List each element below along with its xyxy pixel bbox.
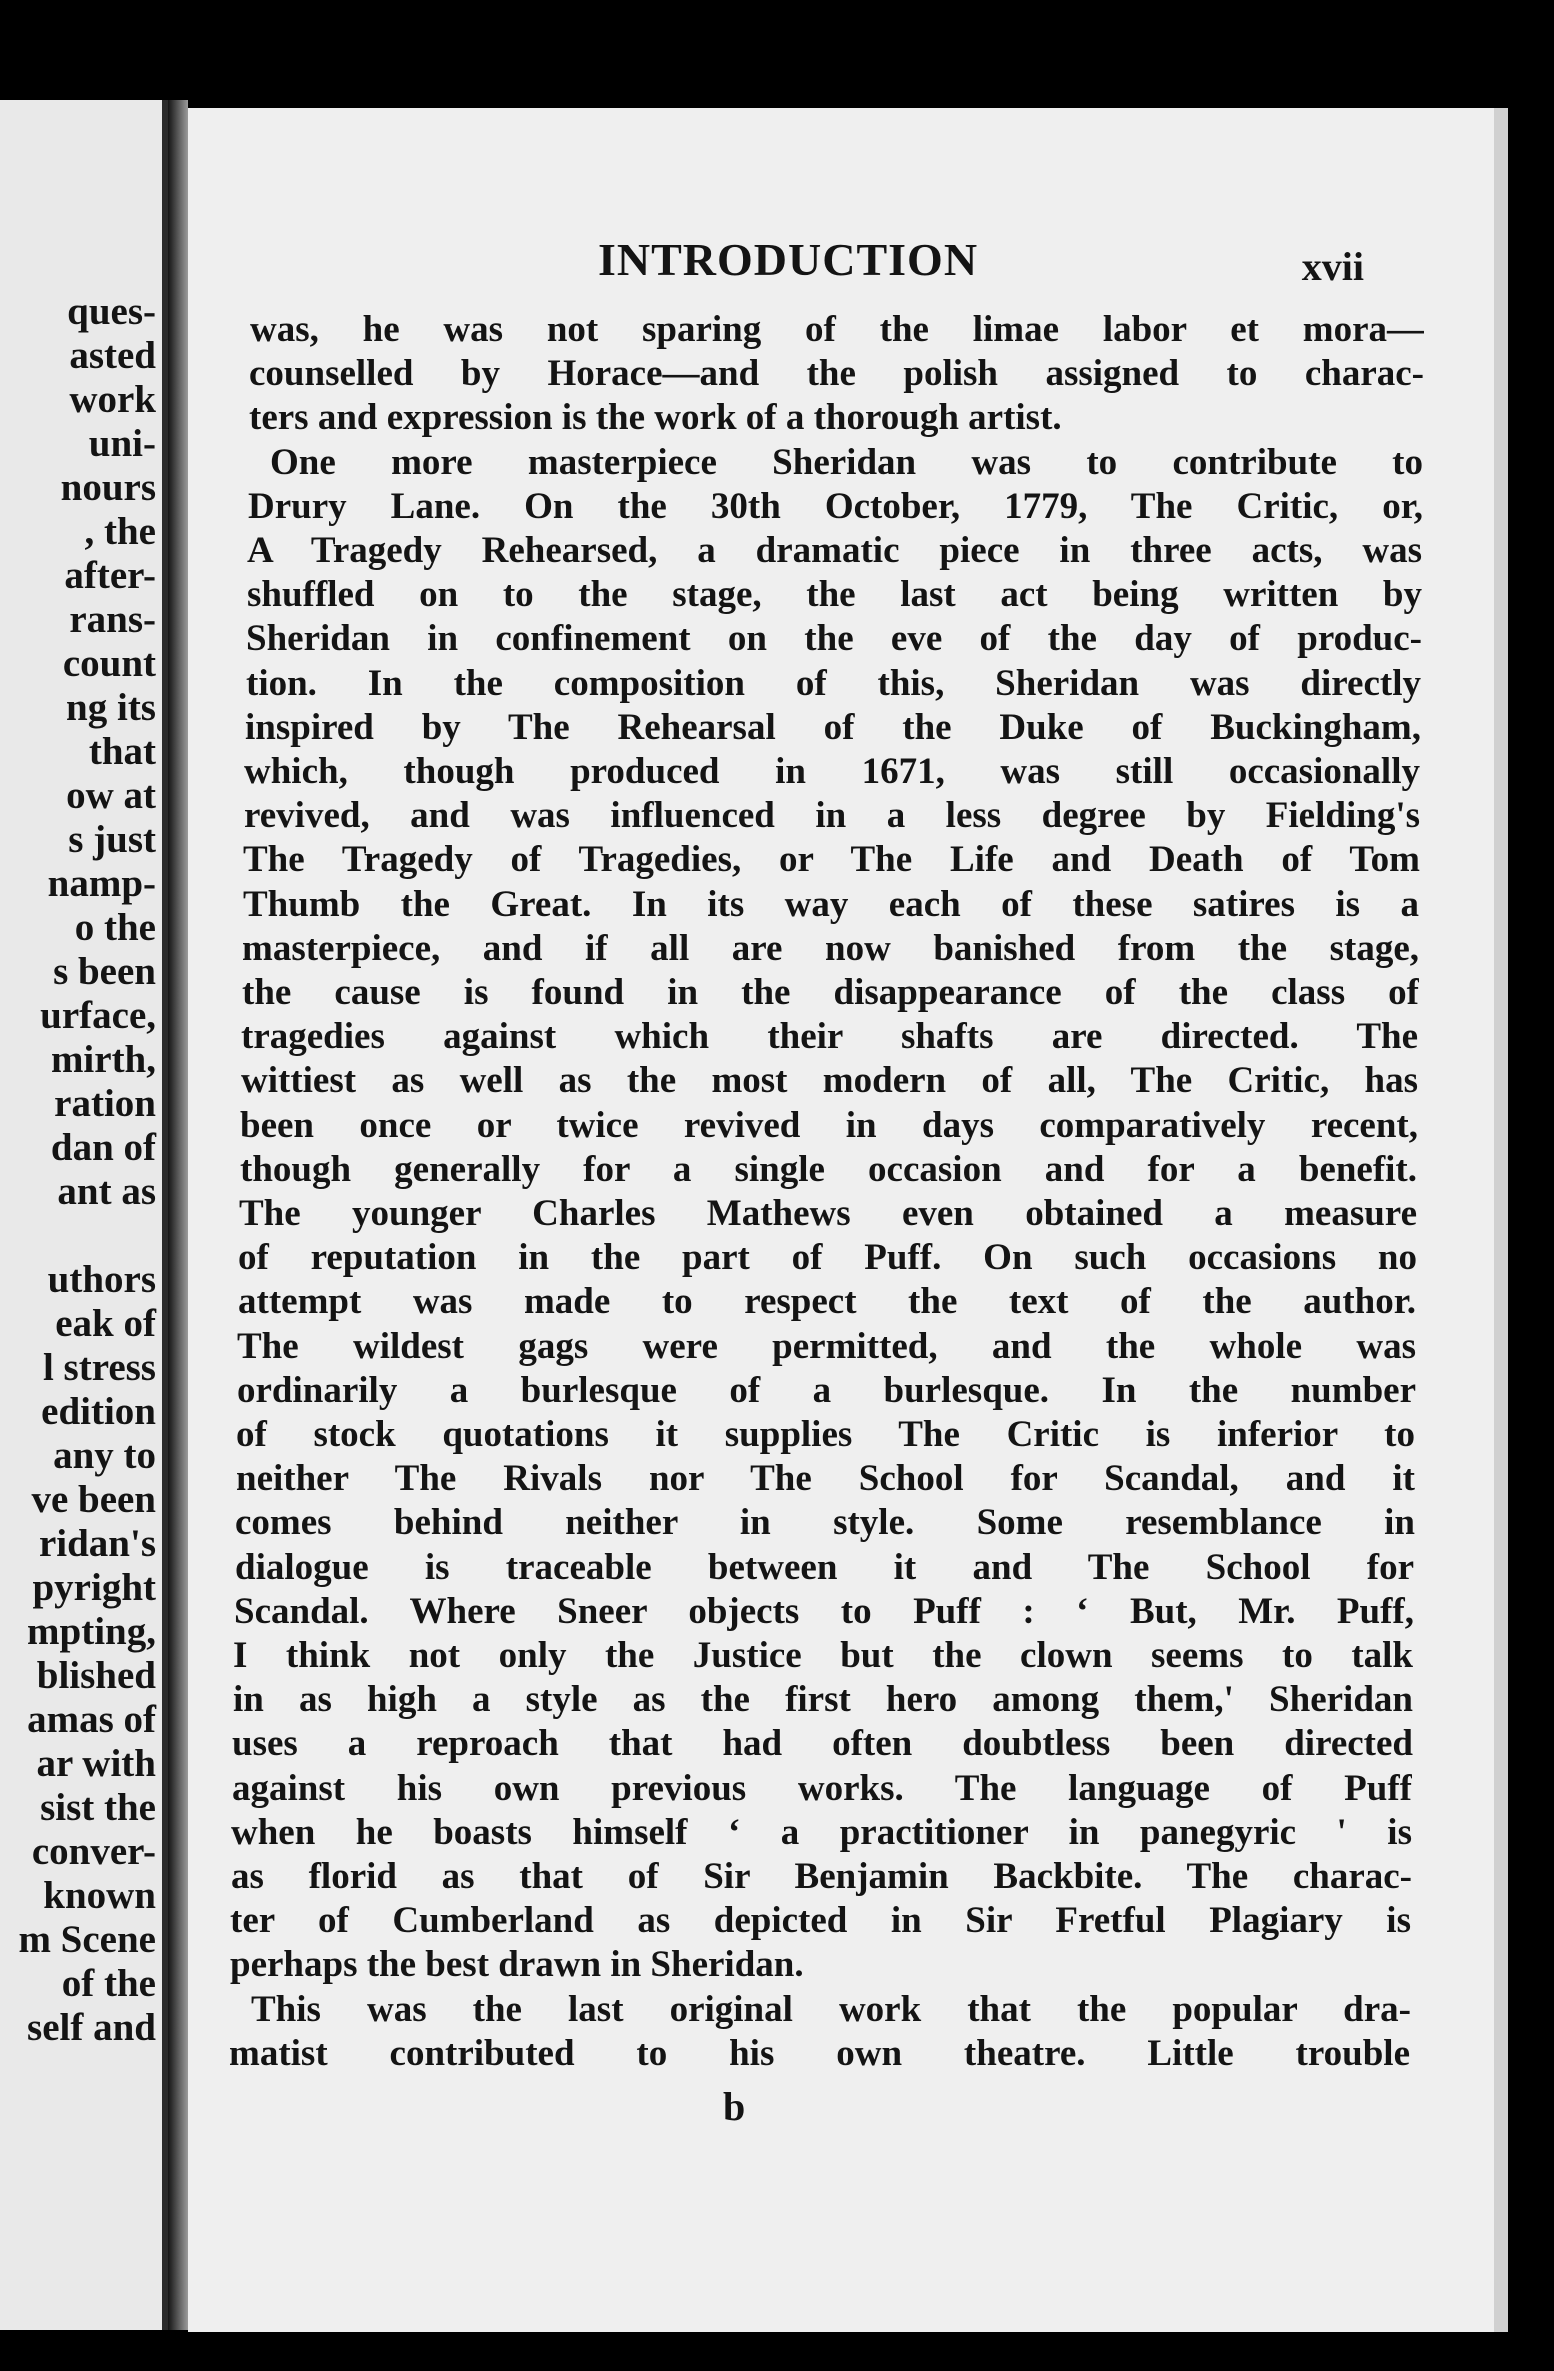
left-page-line: m Scene	[18, 1918, 156, 1961]
text-line: dialogue is traceable between it and The School for	[235, 1546, 1414, 1588]
left-page-line: ow at	[66, 774, 156, 817]
text-line: uses a reproach that had often doubtless been directed	[232, 1723, 1413, 1765]
left-page-line: of the	[61, 1962, 156, 2005]
text-line: as florid as that of Sir Benjamin Backbite. The charac-	[231, 1856, 1412, 1897]
left-page-line: ve been	[31, 1478, 156, 1521]
running-head: INTRODUCTION	[598, 234, 979, 285]
text-line: was, he was not sparing of the limae labor et mora—	[250, 309, 1424, 350]
left-page-line: known	[43, 1874, 156, 1917]
left-page-line: ar with	[36, 1742, 156, 1785]
text-line: matist contributed to his own theatre. Little trouble	[229, 2032, 1410, 2074]
text-line: Thumb the Great. In its way each of these satires is a	[243, 883, 1419, 925]
text-line: revived, and was influenced in a less degree by Fielding's	[244, 795, 1420, 837]
left-page-line: edition	[41, 1390, 156, 1433]
left-page-line: l stress	[42, 1346, 156, 1389]
text-line: tragedies against which their shafts are directed. The	[241, 1016, 1418, 1058]
left-page-line: nours	[60, 466, 156, 509]
left-page-line: any to	[53, 1434, 156, 1477]
text-line: against his own previous works. The language of Puff	[232, 1767, 1412, 1809]
left-page-line: asted	[69, 334, 156, 377]
text-line: shuffled on to the stage, the last act being written by	[247, 574, 1422, 616]
text-line: which, though produced in 1671, was still occasionally	[244, 751, 1420, 792]
text-line: tion. In the composition of this, Sheridan was directly	[246, 662, 1421, 704]
page-number: xvii	[1301, 244, 1364, 289]
text-line: The Tragedy of Tragedies, or The Life and Death of Tom	[243, 839, 1420, 881]
text-line: perhaps the best drawn in Sheridan.	[230, 1944, 804, 1986]
text-line: The wildest gags were permitted, and the whole was	[237, 1325, 1416, 1367]
text-line: inspired by The Rehearsal of the Duke of Buckingham,	[245, 706, 1421, 748]
left-page-line: amas of	[27, 1698, 156, 1741]
book-gutter	[168, 100, 188, 2330]
left-page-line: ration	[54, 1082, 156, 1125]
right-page	[188, 108, 1508, 2332]
left-page-line: after-	[64, 554, 156, 597]
text-line: the cause is found in the disappearance of the class of	[242, 972, 1419, 1013]
left-page-line: ques-	[67, 290, 156, 333]
left-page-line: work	[69, 378, 156, 421]
text-line: Drury Lane. On the 30th October, 1779, The Critic, or,	[248, 485, 1423, 527]
left-page-line: s just	[68, 818, 156, 861]
text-line: wittiest as well as the most modern of all, The Critic, has	[241, 1060, 1418, 1102]
left-page-line: eak of	[55, 1302, 156, 1345]
left-page-line: mpting,	[27, 1610, 156, 1653]
text-line: when he boasts himself ‘ a practitioner in panegyric ' is	[231, 1811, 1412, 1853]
text-line: Scandal. Where Sneer objects to Puff : ‘ But, Mr. Puff,	[234, 1590, 1414, 1632]
text-line: I think not only the Justice but the clown seems to talk	[233, 1635, 1413, 1676]
left-page-line: self and	[27, 2006, 156, 2049]
left-page-line: dan of	[50, 1126, 156, 1169]
text-line: of stock quotations it supplies The Critic is inferior to	[236, 1414, 1415, 1455]
text-line: masterpiece, and if all are now banished from the stage,	[242, 927, 1419, 969]
left-page-line: ng its	[66, 686, 156, 729]
left-page-line: uthors	[47, 1258, 156, 1301]
text-line: ordinarily a burlesque of a burlesque. In the number	[237, 1369, 1416, 1411]
left-page-line: mirth,	[50, 1038, 156, 1081]
left-page-line: sist the	[40, 1786, 156, 1829]
text-line: attempt was made to respect the text of the author.	[238, 1281, 1416, 1323]
left-page	[0, 100, 168, 2330]
left-page-line: conver-	[31, 1830, 156, 1873]
text-line: though generally for a single occasion and for a benefit.	[240, 1148, 1417, 1190]
left-page-line: blished	[36, 1654, 156, 1697]
left-page-text	[18, 290, 156, 2050]
text-line: neither The Rivals nor The School for Scandal, and it	[236, 1458, 1415, 1500]
text-line: This was the last original work that the popular dra-	[251, 1988, 1411, 2030]
left-page-line: urface,	[40, 994, 156, 1037]
left-page-line: ridan's	[38, 1522, 156, 1565]
text-line: comes behind neither in style. Some resemblance in	[235, 1502, 1415, 1544]
left-page-line: rans-	[69, 598, 156, 641]
left-page-line: that	[88, 730, 156, 773]
text-line: ter of Cumberland as depicted in Sir Fretful Plagiary is	[230, 1900, 1411, 1942]
left-page-line: ant as	[57, 1170, 156, 1213]
text-line: ters and expression is the work of a thorough artist.	[249, 397, 1062, 439]
text-line: The younger Charles Mathews even obtained a measure	[239, 1193, 1417, 1234]
text-line: counselled by Horace—and the polish assigned to charac-	[249, 353, 1424, 395]
left-page-line: namp-	[47, 862, 156, 905]
text-line: A Tragedy Rehearsed, a dramatic piece in three acts, was	[247, 530, 1422, 571]
left-page-line: , the	[84, 510, 156, 553]
left-page-line: o the	[74, 906, 156, 949]
left-page-line: uni-	[88, 422, 156, 465]
text-line: been once or twice revived in days comparatively recent,	[240, 1104, 1418, 1146]
left-page-line: count	[62, 642, 156, 685]
text-line: Sheridan in confinement on the eve of the day of produc-	[246, 618, 1422, 660]
signature-mark: b	[723, 2084, 746, 2129]
text-line: One more masterpiece Sheridan was to contribute to	[270, 441, 1423, 483]
text-line: of reputation in the part of Puff. On such occasions no	[238, 1237, 1417, 1279]
left-page-line: pyright	[32, 1566, 156, 1609]
left-page-line: s been	[53, 950, 156, 993]
text-line: in as high a style as the first hero among them,' Sheridan	[233, 1679, 1413, 1721]
left-page-line	[18, 1214, 156, 1258]
